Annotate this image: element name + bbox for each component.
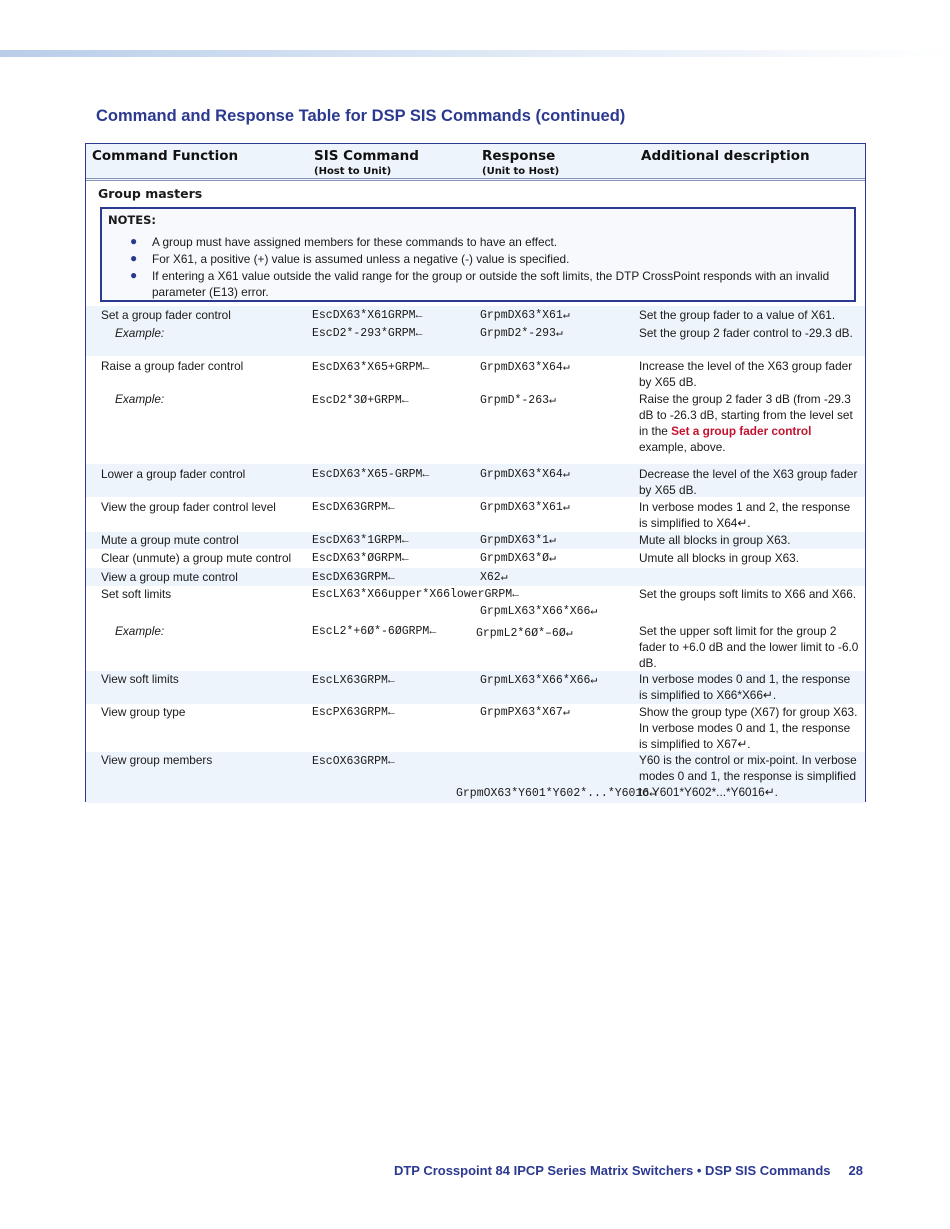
table-row-description bbox=[639, 391, 861, 455]
note-item bbox=[130, 268, 847, 300]
table-row-function: View soft limits bbox=[101, 672, 179, 686]
table-row-function: View the group fader control level bbox=[101, 500, 276, 514]
table-row-description: In verbose modes 1 and 2, the response is simplified to X64↵. bbox=[639, 500, 851, 530]
table-row-response: GrpmD*-263↵ bbox=[480, 394, 556, 407]
table-row-command: EscDX63*X61GRPM← bbox=[312, 309, 423, 322]
note-text: If entering a X61 value outside the valid range for the group or outside the soft limits, the DTP CrossPoint responds with an invalid parameter (E13) error. bbox=[152, 269, 830, 299]
table-row-function: View a group mute control bbox=[101, 570, 238, 584]
table-row-description: In verbose modes 0 and 1, the response is simplified to X66*X66↵. bbox=[639, 672, 851, 702]
notes-box bbox=[100, 207, 856, 302]
table-row-function: Set a group fader control bbox=[101, 308, 231, 322]
table-header bbox=[86, 144, 865, 181]
note-item bbox=[130, 234, 847, 250]
table-row-description: Set the group fader to a value of X61. bbox=[639, 308, 836, 322]
top-gradient-bar bbox=[0, 50, 950, 57]
note-text: For X61, a positive (+) value is assumed unless a negative (-) value is specified. bbox=[152, 252, 570, 266]
footer-text: DTP Crosspoint 84 IPCP Series Matrix Switchers • DSP SIS Commands bbox=[393, 1163, 831, 1178]
command-table bbox=[85, 143, 866, 802]
table-row-command: EscOX63GRPM← bbox=[312, 755, 395, 768]
table-row-function: Set soft limits bbox=[101, 587, 172, 601]
table-row-command: EscDX63*X65+GRPM← bbox=[312, 361, 430, 374]
table-row-description: Show the group type (X67) for group X63. In verbose modes 0 and 1, the response is simplified to X67↵. bbox=[639, 705, 858, 751]
column-header-response: Response bbox=[482, 148, 556, 164]
page-number: 28 bbox=[848, 1163, 863, 1178]
table-row-command: EscDX63GRPM← bbox=[312, 571, 395, 584]
notes-title: NOTES: bbox=[108, 213, 156, 227]
table-row-command: EscDX63*ØGRPM← bbox=[312, 552, 409, 565]
table-row-response: GrpmD2*-293↵ bbox=[480, 327, 563, 340]
bullet-icon: ● bbox=[130, 251, 138, 265]
table-row-function: View group members bbox=[101, 753, 213, 767]
page-footer bbox=[0, 1163, 863, 1178]
table-row-command: EscLX63*X66upper*X66lowerGRPM← bbox=[312, 588, 520, 601]
table-row-response: GrpmDX63*X64↵ bbox=[480, 361, 570, 374]
column-header-function: Command Function bbox=[92, 148, 239, 164]
table-row-function: Mute a group mute control bbox=[101, 533, 239, 547]
table-row-description: Y60 is the control or mix-point. In verbose modes 0 and 1, the response is simplified to Y601*Y602*...*Y6016↵. bbox=[639, 753, 857, 799]
table-row-command: EscD2*-293*GRPM← bbox=[312, 327, 423, 340]
table-row-command: EscPX63GRPM← bbox=[312, 706, 395, 719]
table-row-response: GrpmLX63*X66*X66↵ bbox=[480, 674, 598, 687]
table-row-description: Set the groups soft limits to X66 and X66. bbox=[639, 587, 857, 601]
table-row-response: GrpmOX63*Y601*Y602*...*Y6016↵ bbox=[456, 787, 657, 800]
table-row-description: Set the group 2 fader control to -29.3 dB. bbox=[639, 326, 853, 340]
column-header-description: Additional description bbox=[641, 148, 810, 164]
table-row-function: Clear (unmute) a group mute control bbox=[101, 551, 292, 565]
table-row-response: X62↵ bbox=[480, 571, 508, 584]
table-row-command: EscL2*+6Ø*-6ØGRPM← bbox=[312, 625, 437, 638]
table-row-response: GrpmDX63*1↵ bbox=[480, 534, 556, 547]
table-row-command: EscDX63GRPM← bbox=[312, 501, 395, 514]
table-row-function: Raise a group fader control bbox=[101, 359, 244, 373]
table-row-response: GrpmL2*6Ø*–6Ø↵ bbox=[476, 627, 573, 640]
table-row-description: Umute all blocks in group X63. bbox=[639, 551, 799, 565]
table-row-function: Example: bbox=[115, 326, 165, 340]
table-row-function: View group type bbox=[101, 705, 186, 719]
page-title: Command and Response Table for DSP SIS Commands (continued) bbox=[96, 107, 626, 125]
table-row-description: Decrease the level of the X63 group fader by X65 dB. bbox=[639, 467, 858, 497]
description-text: example, above. bbox=[639, 440, 726, 454]
table-row-function: Example: bbox=[115, 624, 165, 638]
table-row-function: Lower a group fader control bbox=[101, 467, 246, 481]
table-row-response: GrpmDX63*X61↵ bbox=[480, 501, 570, 514]
column-subheader-sis-command: (Host to Unit) bbox=[314, 166, 392, 177]
table-row-response: GrpmDX63*X64↵ bbox=[480, 468, 570, 481]
table-row-description: Set the upper soft limit for the group 2 fader to +6.0 dB and the lower limit to -6.0 dB. bbox=[639, 624, 859, 670]
table-row-command: EscDX63*1GRPM← bbox=[312, 534, 409, 547]
note-item bbox=[130, 251, 847, 267]
section-title: Group masters bbox=[98, 186, 203, 201]
table-row-response: GrpmLX63*X66*X66↵ bbox=[480, 605, 598, 618]
note-text: A group must have assigned members for these commands to have an effect. bbox=[152, 235, 558, 249]
bullet-icon: ● bbox=[130, 234, 138, 248]
table-row-response: GrpmPX63*X67↵ bbox=[480, 706, 570, 719]
column-header-sis-command: SIS Command bbox=[314, 148, 419, 164]
description-text: Raise the group 2 fader 3 dB (from -29.3 dB to -26.3 dB, starting from the level set in the bbox=[639, 392, 853, 438]
table-row-function: Example: bbox=[115, 392, 165, 406]
table-row-command: EscLX63GRPM← bbox=[312, 674, 395, 687]
cross-reference-link[interactable]: Set a group fader control bbox=[671, 424, 812, 438]
table-row-response: GrpmDX63*Ø↵ bbox=[480, 552, 556, 565]
table-row-response: GrpmDX63*X61↵ bbox=[480, 309, 570, 322]
table-row-description: Mute all blocks in group X63. bbox=[639, 533, 791, 547]
bullet-icon: ● bbox=[130, 268, 138, 282]
table-row-description: Increase the level of the X63 group fader by X65 dB. bbox=[639, 359, 853, 389]
table-row-command: EscD2*3Ø+GRPM← bbox=[312, 394, 409, 407]
table-row-command: EscDX63*X65-GRPM← bbox=[312, 468, 430, 481]
column-subheader-response: (Unit to Host) bbox=[482, 166, 560, 177]
